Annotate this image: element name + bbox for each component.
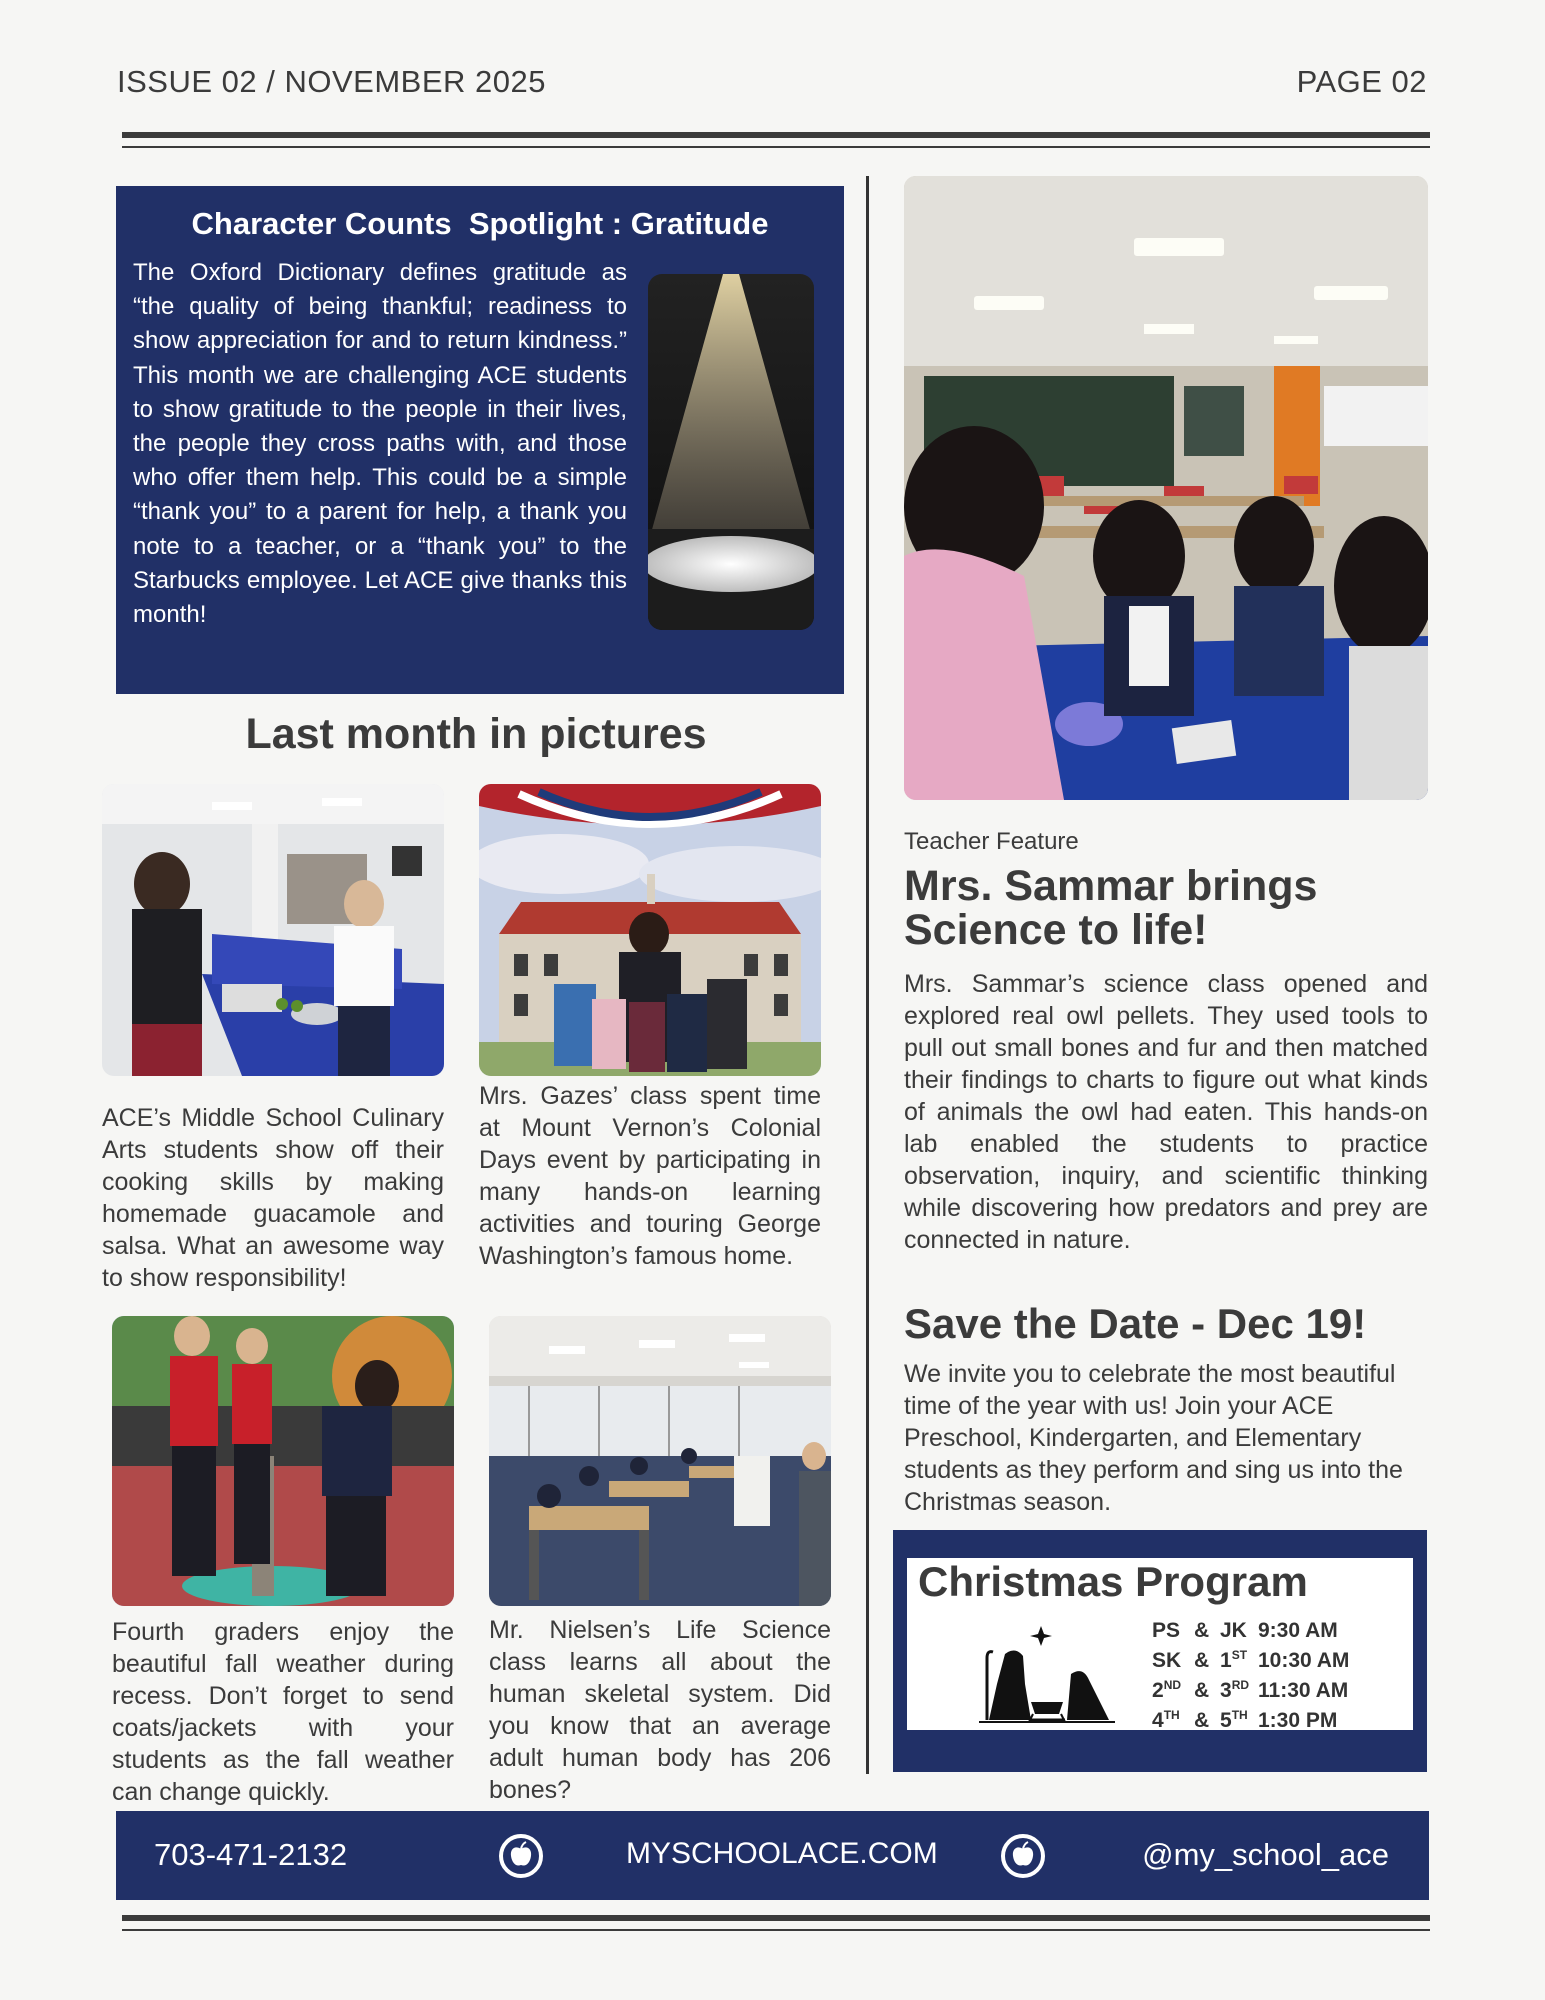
issue-label: ISSUE 02 / NOVEMBER 2025 (117, 64, 546, 99)
teacher-feature-title: Mrs. Sammar brings Science to life! (904, 862, 1318, 954)
photo-owl-pellet-lab (904, 176, 1428, 800)
schedule-row (1152, 1648, 1349, 1678)
header-rule-thin (122, 146, 1430, 148)
schedule-grade-b: 1 (1220, 1649, 1232, 1672)
header-rule-thick (122, 132, 1430, 138)
schedule-grade-b: 5 (1220, 1709, 1232, 1732)
schedule-grade-b: 3 (1220, 1679, 1232, 1702)
schedule-grade-a-sup: ND (1163, 1678, 1182, 1692)
schedule-grade-b-sup: RD (1231, 1678, 1250, 1692)
christmas-program-card (907, 1558, 1413, 1730)
spotlight-body: The Oxford Dictionary defines gratitude as “the quality of being thankful; readiness to show appreciation for and to return kindness.” This month we are challenging ACE students to show gratitude to the people in their lives, the people they cross paths with, and those who offer them help. This could be a simple “thank you” to a parent for help, a thank you note to a teacher, or a “thank you” to the Starbucks employee. Let ACE give thanks this month! (133, 259, 627, 629)
footer-social[interactable]: @my_school_ace (1142, 1837, 1389, 1872)
nativity-icon (975, 1624, 1119, 1724)
footer-phone[interactable]: 703-471-2132 (154, 1837, 348, 1872)
footer-website[interactable]: MYSCHOOLACE.COM (626, 1837, 938, 1870)
schedule-grade-b-sup: TH (1231, 1708, 1248, 1722)
apple-icon (1000, 1833, 1046, 1879)
schedule-grade-a: PS (1152, 1619, 1181, 1642)
christmas-schedule (1152, 1618, 1349, 1738)
caption-life-science: Mr. Nielsen’s Life Science class learns all about the human skeletal system. Did you know that an average adult human body has 206 bones? (489, 1616, 831, 1804)
footer-bar (116, 1811, 1429, 1900)
schedule-grade-a: 4 (1152, 1709, 1164, 1732)
footer-rule-thick (122, 1915, 1430, 1921)
schedule-time: 9:30 AM (1258, 1619, 1338, 1642)
save-date-body: We invite you to celebrate the most beautiful time of the year with us! Join your ACE Preschool, Kindergarten, and Elementary students as they perform and sing us into the Christmas season. (904, 1360, 1403, 1516)
photo-mount-vernon (479, 784, 821, 1076)
schedule-row (1152, 1678, 1349, 1708)
schedule-row (1152, 1708, 1349, 1738)
schedule-time: 10:30 AM (1258, 1649, 1350, 1672)
teacher-feature-body: Mrs. Sammar’s science class opened and explored real owl pellets. They used tools to pull out small bones and fur and then matched their findings to charts to figure out what kinds of animals the owl had eaten. This hands-on lab enabled the students to practice observation, inquiry, and scientific thinking while discovering how predators and prey are connected in nature. (904, 970, 1428, 1254)
caption-mount-vernon: Mrs. Gazes’ class spent time at Mount Vernon’s Colonial Days event by participating in many hands-on learning activities and touring George Washington’s famous home. (479, 1082, 821, 1270)
photo-life-science (489, 1316, 831, 1606)
save-date-title: Save the Date - Dec 19! (904, 1300, 1367, 1347)
schedule-grade-a-sup: TH (1163, 1708, 1180, 1722)
schedule-grade-a: 2 (1152, 1679, 1164, 1702)
schedule-grade-a: SK (1152, 1649, 1182, 1672)
schedule-time: 1:30 PM (1258, 1709, 1338, 1732)
photo-recess (112, 1316, 454, 1606)
schedule-amp: & (1194, 1709, 1210, 1732)
christmas-program-box (893, 1530, 1427, 1772)
schedule-amp: & (1194, 1679, 1210, 1702)
page-number: PAGE 02 (1296, 64, 1427, 99)
caption-recess: Fourth graders enjoy the beautiful fall weather during recess. Don’t forget to send coats/jackets with your students as the fall weather can change quickly. (112, 1618, 454, 1806)
caption-culinary: ACE’s Middle School Culinary Arts students show off their cooking skills by making homemade guacamole and salsa. What an awesome way to show responsibility! (102, 1104, 444, 1292)
spotlight-box (116, 186, 844, 694)
schedule-amp: & (1194, 1649, 1210, 1672)
spotlight-image (648, 274, 814, 630)
schedule-row (1152, 1618, 1349, 1648)
schedule-time: 11:30 AM (1258, 1679, 1349, 1702)
column-divider (866, 176, 869, 1774)
schedule-grade-b-sup: ST (1231, 1648, 1248, 1662)
christmas-program-title: Christmas Program (918, 1558, 1308, 1605)
spotlight-title: Character Counts Spotlight : Gratitude (191, 206, 769, 241)
apple-icon (498, 1833, 544, 1879)
schedule-amp: & (1194, 1619, 1210, 1642)
schedule-grade-b: JK (1220, 1619, 1247, 1642)
footer-rule-thin (122, 1929, 1430, 1931)
photo-culinary (102, 784, 444, 1076)
section-title-last-month: Last month in pictures (245, 710, 707, 758)
teacher-feature-kicker: Teacher Feature (904, 828, 1079, 855)
